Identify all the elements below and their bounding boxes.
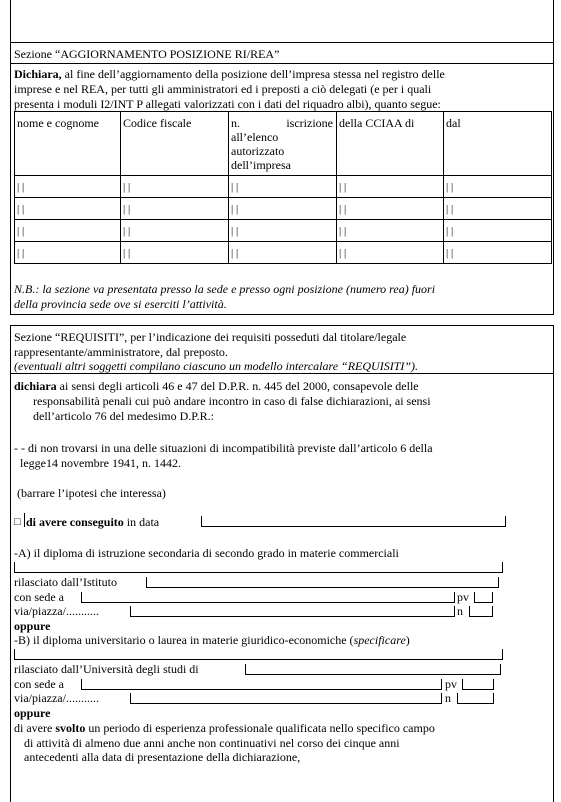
pv-field[interactable] [474, 590, 493, 603]
oppure-2: oppure [14, 706, 51, 720]
pv-label: pv [457, 590, 469, 604]
n-label-b: n [445, 691, 451, 705]
dichiara-line-2: imprese e nel REA, per tutti gli amministratori ed i preposti a ciò delegati (e per i quali [14, 82, 432, 96]
nb-line-1: N.B.: la sezione va presentata presso la sede e presso ogni posizione (numero rea) fuori [14, 282, 436, 296]
pv-label-b: pv [445, 677, 457, 691]
cell-input[interactable]: | | [339, 225, 347, 237]
svolto-line-1: di avere svolto un periodo di esperienza professionale qualificata nello specifico campo [14, 721, 435, 735]
section-title: Sezione “AGGIORNAMENTO POSIZIONE RI/REA” [14, 47, 280, 61]
col-header-iscrizione: n. iscrizione all’elenco autorizzato dell’impresa [231, 116, 333, 172]
pv-field-b[interactable] [462, 677, 494, 690]
istituto-label: rilasciato dall’Istituto [14, 575, 117, 589]
oppure-1: oppure [14, 619, 51, 633]
incompat-1: - - di non trovarsi in una delle situazioni di incompatibilità previste dall’articolo 6 della [14, 441, 433, 455]
cell-input[interactable]: | | [231, 225, 239, 237]
n-field-b[interactable] [457, 691, 494, 704]
option-b-text: -B) il diploma universitario o laurea in materie giuridico-economiche (specificare) [14, 633, 410, 647]
cell-input[interactable]: | | [17, 203, 25, 215]
cell-input[interactable]: | | [446, 247, 454, 259]
sede-field[interactable] [81, 590, 455, 603]
n-field[interactable] [469, 604, 493, 617]
requisiti-title-2: rappresentante/amministratore, dal preposto. [14, 345, 228, 359]
n-label: n [457, 604, 463, 618]
cell-input[interactable]: | | [123, 247, 131, 259]
col-header-cciaa: della CCIAA di [339, 116, 415, 130]
requisiti-title-3: (eventuali altri soggetti compilano ciascuno un modello intercalare “REQUISITI”). [14, 359, 419, 373]
requisiti-title-1: Sezione “REQUISITI”, per l’indicazione dei requisiti posseduti dal titolare/legale [14, 330, 407, 344]
via-label: via/piazza/........... [14, 604, 99, 618]
option-a-text: -A) il diploma di istruzione secondaria di secondo grado in materie commerciali [14, 546, 399, 560]
cell-input[interactable]: | | [123, 225, 131, 237]
cell-input[interactable]: | | [123, 181, 131, 193]
cell-input[interactable]: | | [339, 203, 347, 215]
sede-label-b: con sede a [14, 677, 64, 691]
conseguito-label: di avere conseguito in data [26, 515, 160, 529]
universita-field[interactable] [245, 662, 501, 675]
col-header-codice: Codice fiscale [123, 116, 192, 130]
cell-input[interactable]: | | [231, 247, 239, 259]
via-field-b[interactable] [130, 691, 442, 704]
dichiara-req-1: dichiara ai sensi degli articoli 46 e 47 del D.P.R. n. 445 del 2000, consapevole delle [14, 379, 419, 393]
cell-input[interactable]: | | [339, 181, 347, 193]
cell-input[interactable]: | | [446, 225, 454, 237]
via-field[interactable] [130, 604, 455, 617]
data-field[interactable] [201, 514, 506, 527]
option-a-field[interactable] [14, 560, 503, 573]
svolto-line-2: di attività di almeno due anni anche non continuativi nel corso dei cinque anni [24, 736, 400, 750]
dichiara-req-3: dell’articolo 76 del medesimo D.P.R.: [33, 409, 214, 423]
cell-input[interactable]: | | [17, 181, 25, 193]
cell-input[interactable]: | | [17, 247, 25, 259]
cell-input[interactable]: | | [123, 203, 131, 215]
option-b-field[interactable] [14, 647, 503, 660]
barrare-note: (barrare l’ipotesi che interessa) [17, 486, 166, 500]
cell-input[interactable]: | | [231, 203, 239, 215]
via-label-b: via/piazza/........... [14, 691, 99, 705]
cell-input[interactable]: | | [231, 181, 239, 193]
nb-line-2: della provincia sede ove si eserciti l’attività. [14, 297, 227, 311]
sede-field-b[interactable] [81, 677, 442, 690]
cell-input[interactable]: | | [446, 203, 454, 215]
incompat-2: legge14 novembre 1941, n. 1442. [20, 456, 181, 470]
cell-input[interactable]: | | [339, 247, 347, 259]
col-header-dal: dal [446, 116, 461, 130]
col-header-nome: nome e cognome [17, 116, 99, 130]
universita-label: rilasciato dall’Università degli studi di [14, 662, 199, 676]
sede-label: con sede a [14, 590, 64, 604]
dichiara-req-2: responsabilità penali cui può andare incontro in caso di false dichiarazioni, ai sensi [33, 394, 431, 408]
checkbox[interactable]: □ [14, 516, 21, 528]
dichiara-line-3: presenta i moduli I2/INT P allegati valorizzati con i dati del riquadro albi), quanto segue: [14, 97, 441, 111]
dichiara-line-1: Dichiara, al fine dell’aggiornamento della posizione dell’impresa stessa nel registro delle [14, 67, 445, 81]
cell-input[interactable]: | | [446, 181, 454, 193]
svolto-line-3: antecedenti alla data di presentazione della dichiarazione, [24, 750, 301, 764]
cell-input[interactable]: | | [17, 225, 25, 237]
istituto-field[interactable] [146, 575, 499, 588]
